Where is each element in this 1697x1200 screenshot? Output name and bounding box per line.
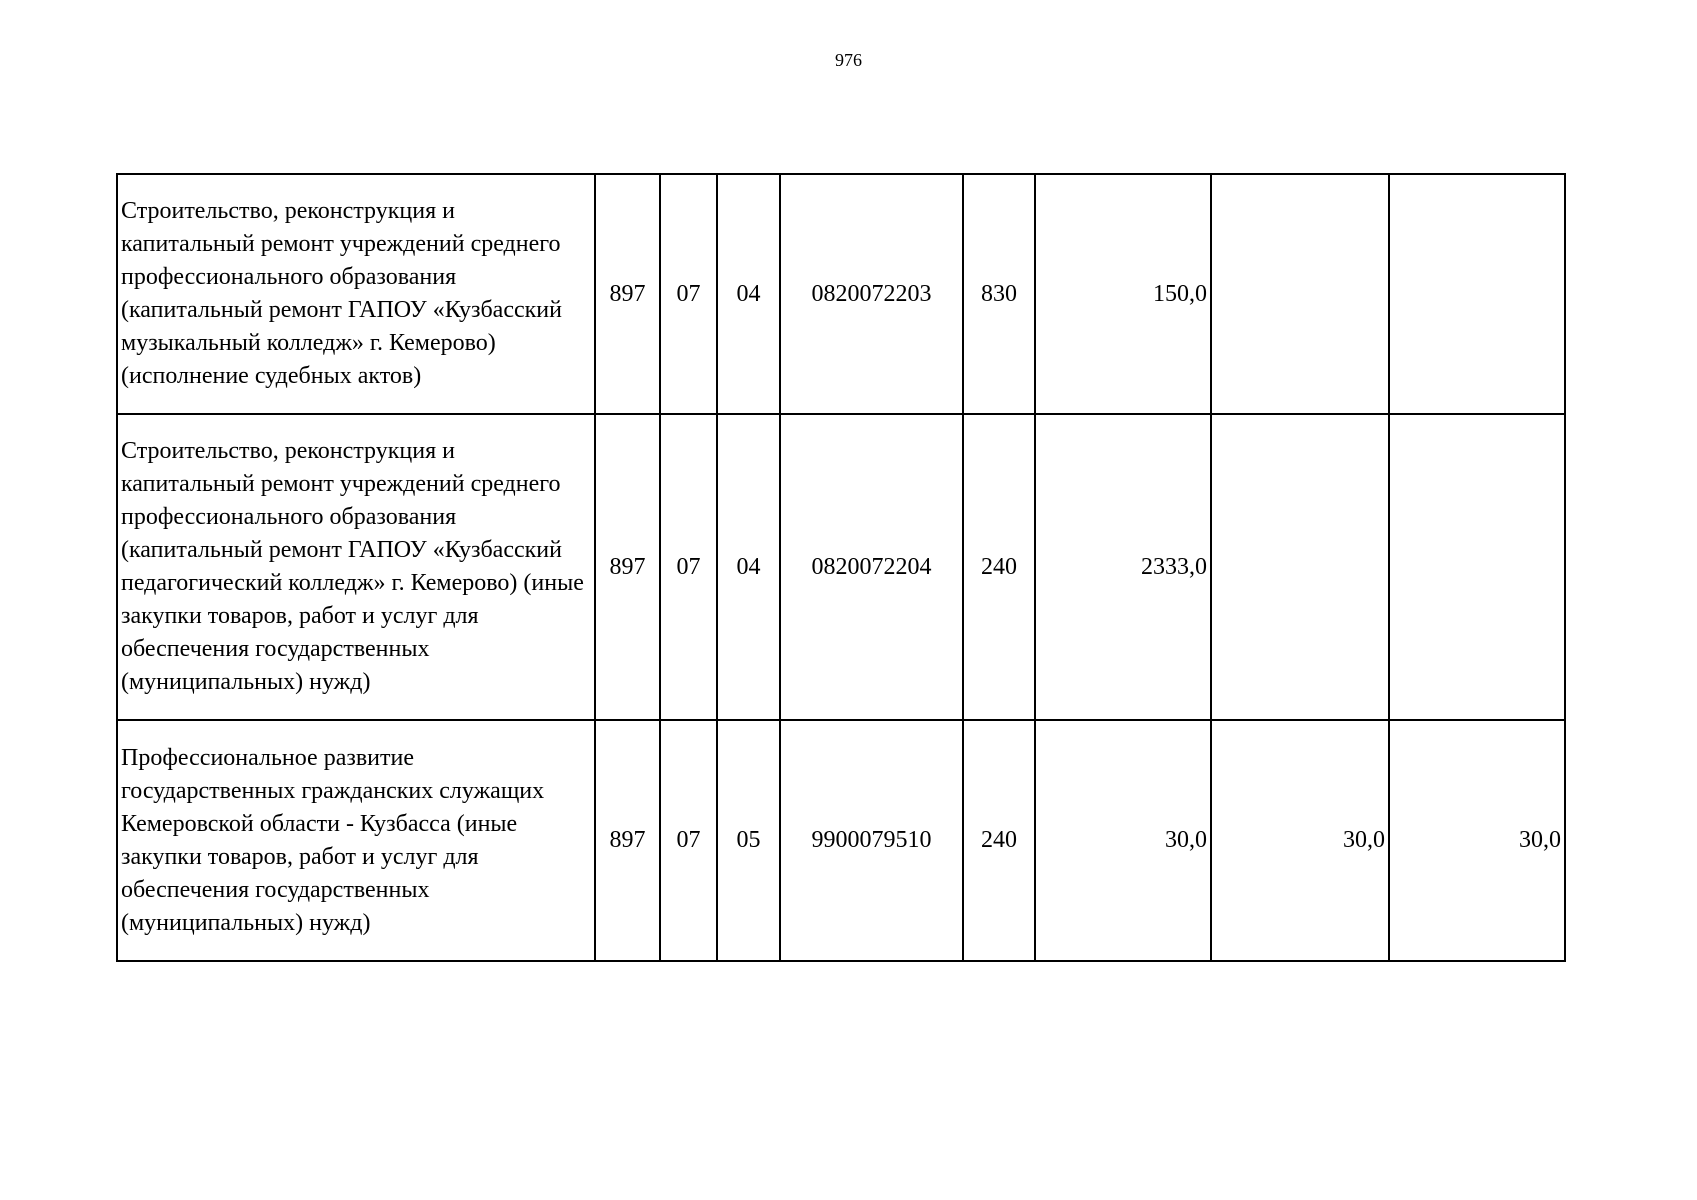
budget-table: [116, 173, 1566, 962]
table-row: [117, 720, 1565, 961]
row-description: Строительство, реконструкция и капитальный ремонт учреждений среднего профессионального образования (капитальный ремонт ГАПОУ «Кузбасский педагогический колледж» г. Кемерово) (иные закупки товаров, работ и услуг для обеспечения государственных (муниципальных) нужд): [117, 414, 595, 720]
table-row: [117, 414, 1565, 720]
amount-cell: [1211, 414, 1389, 720]
row-description: Строительство, реконструкция и капитальный ремонт учреждений среднего профессионального образования (капитальный ремонт ГАПОУ «Кузбасский музыкальный колледж» г. Кемерово) (исполнение судебных актов): [117, 174, 595, 414]
section-code: 07: [660, 414, 717, 720]
expense-type-code: 240: [963, 414, 1035, 720]
subsection-code: 04: [717, 174, 780, 414]
ministry-code: 897: [595, 414, 660, 720]
row-description: Профессиональное развитие государственных гражданских служащих Кемеровской области - Кузбасса (иные закупки товаров, работ и услуг для обеспечения государственных (муниципальных) нужд): [117, 720, 595, 961]
amount-cell: [1389, 414, 1565, 720]
target-article-code: 9900079510: [780, 720, 963, 961]
ministry-code: 897: [595, 174, 660, 414]
target-article-code: 0820072203: [780, 174, 963, 414]
amount-cell: 30,0: [1211, 720, 1389, 961]
target-article-code: 0820072204: [780, 414, 963, 720]
page-number: 976: [835, 50, 862, 70]
ministry-code: 897: [595, 720, 660, 961]
section-code: 07: [660, 720, 717, 961]
section-code: 07: [660, 174, 717, 414]
amount-cell: 150,0: [1035, 174, 1211, 414]
subsection-code: 05: [717, 720, 780, 961]
amount-cell: 2333,0: [1035, 414, 1211, 720]
table-row: [117, 174, 1565, 414]
amount-cell: [1211, 174, 1389, 414]
expense-type-code: 240: [963, 720, 1035, 961]
expense-type-code: 830: [963, 174, 1035, 414]
subsection-code: 04: [717, 414, 780, 720]
amount-cell: [1389, 174, 1565, 414]
amount-cell: 30,0: [1389, 720, 1565, 961]
amount-cell: 30,0: [1035, 720, 1211, 961]
